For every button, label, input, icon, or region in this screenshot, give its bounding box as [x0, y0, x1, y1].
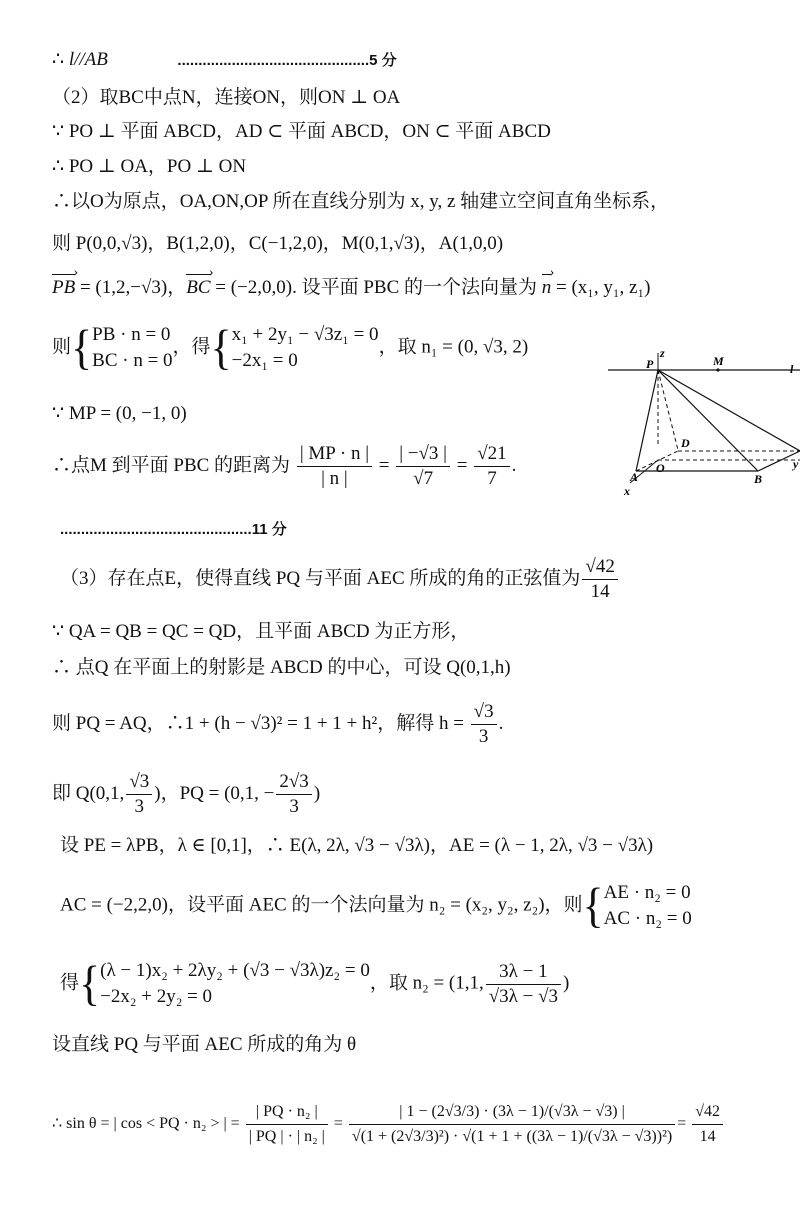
distance-numerator-2: | −√3 |	[396, 442, 450, 467]
sin-expanded-den: √(1 + (2√3/3)²) · √(1 + 1 + ((3λ − 1)/(√3λ − √3))²)	[351, 1128, 673, 1145]
pyramid-figure	[608, 343, 800, 523]
line-19-prefix: 得	[60, 972, 80, 994]
sine-value-num: √42	[582, 555, 617, 580]
line-6: 则 P(0,0,√3)，B(1,2,0)，C(−1,2,0)，M(0,1,√3)，A(1,0,0)	[52, 233, 504, 254]
left-brace-icon: {	[71, 320, 93, 375]
system-3-row-2: AC · n₂ = 0	[603, 908, 692, 929]
label-y: y	[793, 457, 799, 471]
line-15	[52, 700, 503, 749]
h-num: √3	[471, 700, 497, 725]
label-B: B	[754, 472, 763, 486]
left-brace-icon: {	[210, 320, 232, 375]
vector-PB-value: = (1,2,−√3)，	[75, 277, 187, 298]
distance-result-num: √21	[474, 442, 509, 467]
line-12	[60, 555, 620, 604]
edge-PB	[658, 370, 758, 471]
edge-PA	[636, 370, 658, 471]
line-13: ∵ QA = QB = QC = QD，且平面 ABCD 为正方形，	[52, 621, 470, 642]
system-1	[92, 322, 172, 374]
line-21: ∴ sin θ = | cos < PQ · n₂ > | = $\frac{\text{| PQ · n₂ |}}{\text{| PQ | · | n₂ |}}$ = $\frac{| 1 - (2√3/3) \cdot (3\lambda - 1)/(√3\lambda - √3) |}{\text{√(1 + (2√3/3)²) · √(1 + 1 + ((3λ − 1)/(√3λ − √3))²)}}$ = $\frac{√42}{14}$	[52, 1100, 725, 1149]
pq-z-den: 3	[289, 796, 299, 817]
line-10-post: .	[511, 454, 517, 476]
pq-z-fraction	[276, 770, 311, 819]
line-21-eq: =	[677, 1115, 687, 1133]
distance-denominator-2: √7	[413, 468, 434, 489]
system-4-row-1: (λ − 1)x₂ + 2λy₂ + (√3 − √3λ)z₂ = 0	[100, 960, 370, 981]
line-8-mid: ，得	[172, 336, 211, 358]
label-A: A	[630, 470, 639, 484]
line-9: ∵ MP = (0, −1, 0)	[52, 403, 187, 424]
n2-z-fraction	[486, 960, 561, 1009]
system-4-row-2: −2x₂ + 2y₂ = 0	[100, 986, 213, 1007]
sin-expanded-num: | 1 − (2√3/3) · (3λ − 1)/(√3λ − √3) |	[349, 1100, 675, 1125]
system-2-row-2: −2x₁ = 0	[231, 350, 298, 371]
system-2	[232, 322, 379, 374]
sine-value-fraction	[582, 555, 617, 604]
label-P: P	[646, 357, 654, 371]
vector-n: n ›	[542, 276, 552, 300]
label-O: O	[656, 461, 665, 475]
sin-result-num: √42	[692, 1100, 723, 1125]
system-2-row-1: x₁ + 2y₁ − √3z₁ = 0	[231, 324, 379, 345]
n2-z-num: 3λ − 1	[486, 960, 561, 985]
distance-denominator: | n |	[321, 468, 348, 489]
q-z-fraction	[126, 770, 152, 819]
line-15-prefix: 则 PQ = AQ，∴1 + (h − √3)² = 1 + 1 + h²，解得 h =	[52, 712, 464, 734]
pq-z-num: 2√3	[276, 770, 311, 795]
line-20: 设直线 PQ 与平面 AEC 所成的角为 θ	[52, 1034, 357, 1055]
system-3-row-1: AE · n₂ = 0	[603, 882, 691, 903]
distance-result-den: 7	[487, 468, 497, 489]
line-1	[52, 48, 397, 73]
distance-numerator: | MP · n |	[297, 442, 372, 467]
left-brace-icon: {	[79, 956, 101, 1011]
line-19-mid: ，取 n₂ = (1,1,	[369, 972, 484, 994]
cos-den: | PQ | · | n₂ |	[248, 1128, 325, 1145]
cos-fraction	[246, 1100, 328, 1149]
sin-expanded-fraction	[349, 1100, 675, 1149]
line-4: ∴ PO ⊥ OA，PO ⊥ ON	[52, 156, 247, 177]
line-12-prefix: （3）存在点E，使得直线 PQ 与平面 AEC 所成的角的正弦值为	[60, 567, 581, 589]
n2-z-den: √3λ − √3	[488, 985, 559, 1007]
sine-value-den: 14	[590, 581, 610, 602]
line-7	[52, 276, 650, 300]
h-fraction	[471, 700, 497, 749]
edge-PC	[658, 370, 800, 451]
distance-fraction-2	[396, 442, 450, 491]
system-1-row-1: PB · n = 0	[92, 324, 171, 345]
line-18	[60, 880, 692, 932]
score-11: 11 分	[251, 521, 287, 538]
therefore-symbol: ∴	[52, 49, 69, 70]
line-16-post: )	[313, 782, 321, 804]
label-z: z	[660, 346, 665, 360]
left-brace-icon: {	[582, 878, 604, 933]
line-5: ∴以O为原点，OA,ON,OP 所在直线分别为 x, y, z 轴建立空间直角坐标系，	[52, 191, 670, 212]
vector-BC: BC ›	[186, 276, 210, 300]
line-16-prefix: 即 Q(0,1,	[52, 782, 125, 804]
line-8-prefix: 则	[52, 336, 72, 358]
score-leader-dots: ..............................................	[60, 521, 252, 538]
line-11	[60, 517, 287, 542]
line-21-prefix: ∴ sin θ = | cos < PQ · n₂ > | =	[52, 1115, 240, 1133]
q-z-den: 3	[134, 796, 145, 817]
system-4	[100, 958, 370, 1010]
normal-vector-text: = (−2,0,0). 设平面 PBC 的一个法向量为	[210, 277, 542, 298]
line-14: ∴ 点Q 在平面上的射影是 ABCD 的中心，可设 Q(0,1,h)	[52, 657, 511, 678]
label-x: x	[624, 484, 630, 498]
vector-n-coords: = (x₁, y₁, z₁)	[551, 277, 651, 298]
point-M	[716, 368, 719, 371]
line-19-post: )	[563, 972, 570, 994]
edge-PD	[658, 370, 678, 450]
sin-result-fraction	[692, 1100, 723, 1149]
h-den: 3	[478, 726, 489, 747]
line-18-prefix: AC = (−2,2,0)，设平面 AEC 的一个法向量为 n₂ = (x₂, y₂, z₂)，则	[60, 894, 583, 916]
cos-num: | PQ · n₂ |	[246, 1100, 328, 1125]
line-16-mid: )，PQ = (0,1, −	[154, 782, 275, 804]
line-2: （2）取BC中点N，连接ON，则ON ⊥ OA	[52, 87, 401, 108]
line-10: ∴点M 到平面 PBC 的距离为 $\frac{| MP \cdot n |}{| n |}$ = $\frac{| -√3 |}{√7}$ = $\frac{√21}{7}$ .	[52, 443, 517, 489]
label-l: l	[790, 362, 794, 376]
distance-result	[474, 442, 509, 491]
system-3	[604, 880, 692, 932]
q-z-num: √3	[126, 770, 152, 795]
line-3: ∵ PO ⊥ 平面 ABCD，AD ⊂ 平面 ABCD，ON ⊂ 平面 ABCD	[52, 121, 551, 142]
vector-PB: PB ›	[52, 276, 75, 300]
sin-result-den: 14	[699, 1128, 716, 1145]
system-1-row-2: BC · n = 0	[92, 350, 173, 371]
label-D: D	[681, 436, 690, 450]
line-17: 设 PE = λPB，λ ∈ [0,1]，∴ E(λ, 2λ, √3 − √3λ)，AE = (λ − 1, 2λ, √3 − √3λ)	[60, 835, 654, 856]
line-8	[52, 322, 528, 374]
score-5: 5 分	[369, 52, 397, 69]
line-16	[52, 770, 320, 819]
parallel-statement: l//AB	[68, 49, 108, 70]
distance-fraction	[297, 442, 372, 491]
line-19	[60, 958, 569, 1010]
line-15-post: .	[498, 712, 504, 734]
label-M: M	[713, 354, 724, 368]
line-8-post: ，取 n₁ = (0, √3, 2)	[378, 336, 529, 358]
line-10-prefix: ∴点M 到平面 PBC 的距离为	[52, 454, 291, 476]
score-leader-dots: ..............................................	[177, 52, 370, 69]
